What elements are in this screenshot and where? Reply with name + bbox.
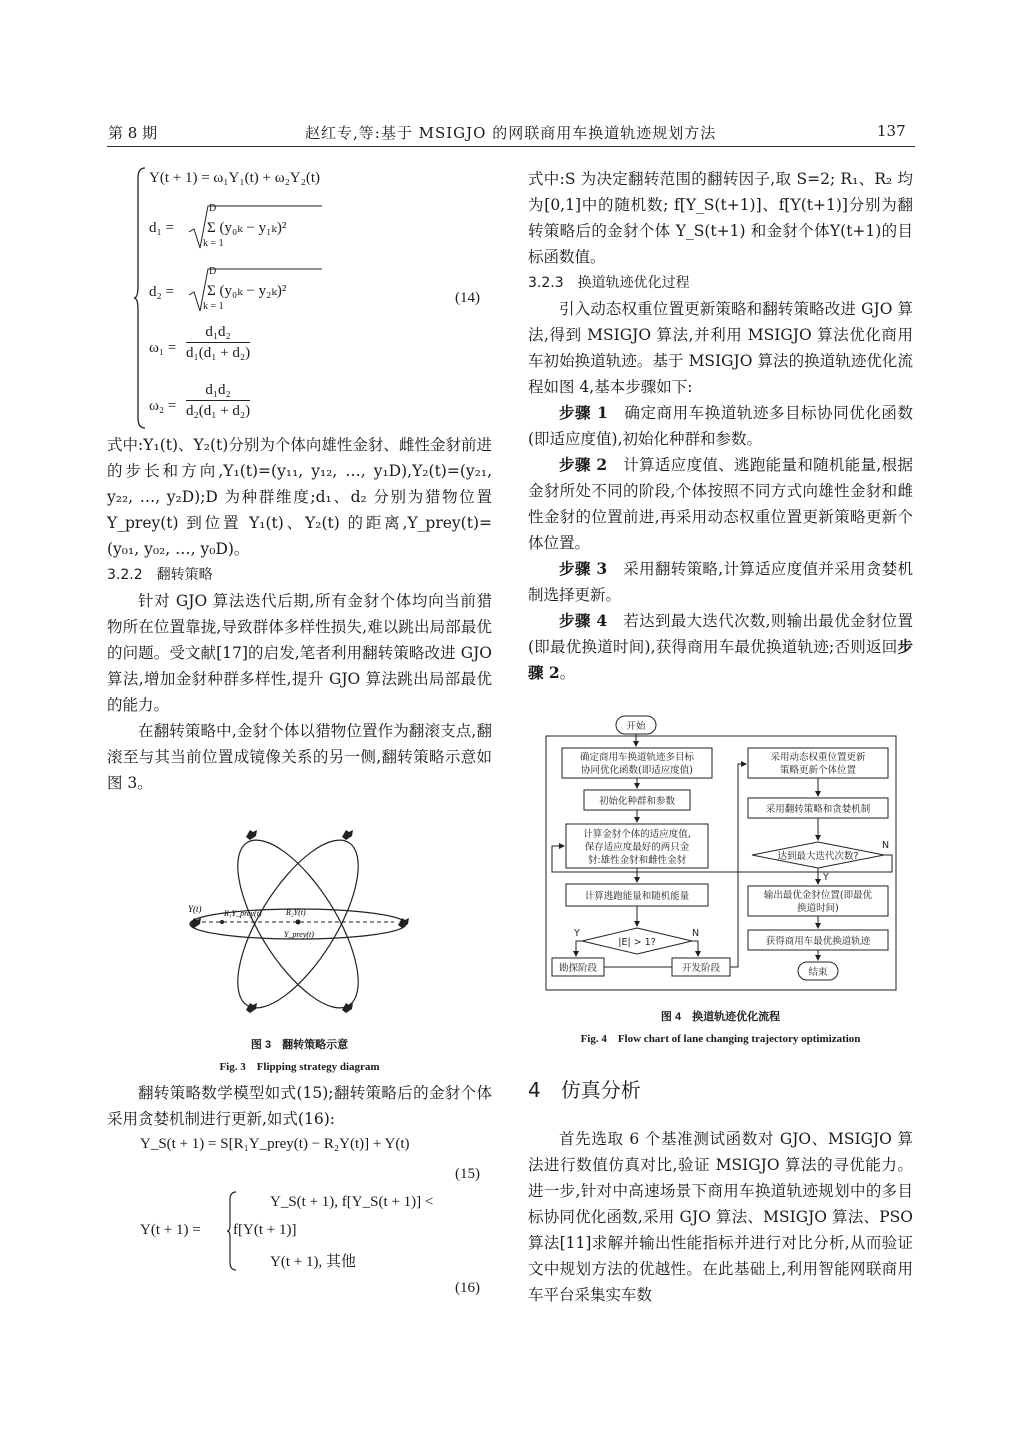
eq14-w1-frac bbox=[186, 322, 250, 363]
w2-numerator: d₁d₂ bbox=[186, 380, 250, 401]
eq16-case1b: f[Y(t + 1)] bbox=[233, 1222, 297, 1238]
equation-16-tag: (16) bbox=[455, 1280, 480, 1296]
fc-b2: 初始化种群和参数 bbox=[598, 796, 676, 807]
section-4-heading: 4 仿真分析 bbox=[528, 1078, 641, 1102]
left-brace bbox=[133, 166, 147, 430]
label-r2yt: R₂Y(t) bbox=[286, 908, 306, 917]
fc-n2: N bbox=[882, 840, 890, 851]
step-2-label: 步骤 2 bbox=[559, 455, 608, 474]
header-rule bbox=[107, 146, 915, 147]
step-4-text: 若达到最大迭代次数,则输出最优金豺位置(即最优换道时间),获得商用车最优换道轨迹;否则返回 bbox=[528, 612, 913, 656]
equation-15-tag: (15) bbox=[455, 1166, 480, 1182]
equation-16-lhs: Y(t + 1) = bbox=[140, 1222, 201, 1238]
eq14-w2-lhs: ω₂ = bbox=[149, 398, 177, 414]
right-column-top bbox=[528, 166, 913, 686]
eq16-case1a: Y_S(t + 1), f[Y_S(t + 1)] < bbox=[270, 1194, 434, 1210]
figure-4-caption-en: Fig. 4 Flow chart of lane changing trajectory optimization bbox=[580, 1033, 861, 1045]
sum1-bot: k = 1 bbox=[203, 238, 224, 249]
eq14-d2-body: Σ (y₀ₖ − y₂ₖ)² bbox=[207, 283, 287, 299]
fc-b3c: 豺:雄性金豺和雌性金豺 bbox=[587, 855, 687, 866]
figure-4-flowchart bbox=[540, 712, 902, 994]
equation-15: Y_S(t + 1) = S[R₁Y_prey(t) − R₂Y(t)] + Y(t) bbox=[140, 1136, 410, 1152]
eq14-d1-lhs: d₁ = bbox=[149, 220, 174, 236]
figure-3-caption-cn: 图 3 翻转策略示意 bbox=[250, 1039, 349, 1051]
section-3-2-2: 3.2.2 翻转策略 bbox=[107, 567, 213, 583]
eq16-case2: Y(t + 1), 其他 bbox=[270, 1254, 356, 1270]
w1-numerator: d₁d₂ bbox=[186, 322, 250, 343]
prey-point bbox=[296, 920, 301, 925]
figure-3-diagram bbox=[180, 815, 415, 1025]
jackal-icon-top-left bbox=[246, 830, 257, 840]
section-3-2-3: 3.2.3 换道轨迹优化过程 bbox=[528, 275, 690, 291]
fc-b3b: 保存适应度最好的两只金 bbox=[584, 842, 690, 853]
step-3-label: 步骤 3 bbox=[559, 559, 608, 578]
fc-y1: Y bbox=[574, 928, 580, 939]
label-r1yprey: R₁Y_prey(t) bbox=[224, 909, 262, 918]
step-1-text: 确定商用车换道轨迹多目标协同优化函数(即适应度值),初始化种群和参数。 bbox=[528, 404, 913, 448]
running-title: 赵红专,等:基于 MSIGJO 的网联商用车换道轨迹规划方法 bbox=[305, 124, 717, 142]
fc-d2: 达到最大迭代次数? bbox=[777, 851, 859, 862]
paragraph-msigjo-intro: 引入动态权重位置更新策略和翻转策略改进 GJO 算法,得到 MSIGJO 算法,并利用 MSIGJO 算法优化商用车初始换道轨迹。基于 MSIGJO 算法的换道轨迹优化流程如图 4,基本步骤如下: bbox=[528, 300, 913, 396]
step-2 bbox=[528, 452, 913, 556]
step-3 bbox=[528, 556, 913, 608]
fc-b1b: 协同优化函数(即适应度值) bbox=[581, 765, 693, 776]
left-column-bottom bbox=[107, 1080, 492, 1132]
paragraph-flip-description: 在翻转策略中,金豺个体以猎物位置作为翻滚支点,翻滚至与其当前位置成镜像关系的另一侧,翻转策略示意如图 3。 bbox=[107, 722, 492, 792]
step-1 bbox=[528, 400, 913, 452]
paragraph-flip-motivation: 针对 GJO 算法迭代后期,所有金豺个体均向当前猎物所在位置靠拢,导致群体多样性损失,难以跳出局部最优的问题。受文献[17]的启发,笔者利用翻转策略改进 GJO 算法,增加金豺种群多样性,提升 GJO 算法跳出局部最优的能力。 bbox=[107, 592, 492, 714]
fc-r1a: 采用动态权重位置更新 bbox=[770, 752, 866, 763]
sum2-bot: k = 1 bbox=[203, 301, 224, 312]
fc-r2: 采用翻转策略和贪婪机制 bbox=[765, 804, 871, 815]
page-number: 137 bbox=[877, 122, 906, 140]
w1-denominator: d₁(d₁ + d₂) bbox=[186, 345, 251, 361]
jackal-icon-bottom-left bbox=[246, 1003, 257, 1013]
label-yt: Y(t) bbox=[188, 904, 202, 914]
left-column-top bbox=[107, 432, 492, 796]
figure-4-caption-cn: 图 4 换道轨迹优化流程 bbox=[660, 1011, 781, 1023]
fc-explore: 勘探阶段 bbox=[558, 963, 598, 974]
step-2-text: 计算适应度值、逃跑能量和随机能量,根据金豺所处不同的阶段,个体按照不同方式向雄性金豺和雌性金豺的位置前进,再采用动态权重位置更新策略更新个体位置。 bbox=[528, 456, 913, 552]
label-yprey: Y_prey(t) bbox=[284, 930, 314, 939]
right-column-bottom bbox=[528, 1126, 913, 1308]
eq14-tag: (14) bbox=[455, 290, 480, 306]
fc-b3a: 计算金豺个体的适应度值, bbox=[583, 829, 691, 840]
eq14-line1: Y(t + 1) = ω₁Y₁(t) + ω₂Y₂(t) bbox=[149, 170, 321, 186]
eq14-d2-lhs: d₂ = bbox=[149, 284, 174, 300]
fc-r3a: 输出最优金豺位置(即最优 bbox=[763, 890, 873, 901]
figure-3-caption-en: Fig. 3 Flipping strategy diagram bbox=[219, 1061, 380, 1073]
paragraph-flip-model: 翻转策略数学模型如式(15);翻转策略后的金豺个体采用贪婪机制进行更新,如式(16): bbox=[107, 1084, 492, 1128]
fc-start-text: 开始 bbox=[626, 721, 646, 732]
fc-b4: 计算逃跑能量和随机能量 bbox=[584, 891, 690, 902]
jackal-icon-bottom-right bbox=[342, 1003, 353, 1013]
step-4-end: 。 bbox=[559, 664, 576, 682]
step-4-ref: 步骤 2 bbox=[528, 637, 913, 682]
fc-r3b: 换道时间) bbox=[797, 903, 839, 914]
fc-b1a: 确定商用车换道轨迹多目标 bbox=[579, 752, 695, 763]
fc-y2: Y bbox=[823, 872, 829, 883]
step-3-text: 采用翻转策略,计算适应度值并采用贪婪机制选择更新。 bbox=[528, 560, 913, 604]
fc-end-text: 结束 bbox=[808, 967, 828, 978]
step-4 bbox=[528, 608, 913, 686]
fc-d1: |E| > 1? bbox=[618, 937, 656, 948]
sum2-top: D bbox=[209, 266, 217, 277]
jackal-icon-right bbox=[398, 918, 409, 928]
fc-r1b: 策略更新个体位置 bbox=[779, 765, 857, 776]
step-1-label: 步骤 1 bbox=[559, 403, 608, 422]
paragraph-simulation: 首先选取 6 个基准测试函数对 GJO、MSIGJO 算法进行数值仿真对比,验证 MSIGJO 算法的寻优能力。进一步,针对中高速场景下商用车换道轨迹规划中的多目标协同优化函数,采用 GJO 算法、MSIGJO 算法、PSO 算法[11]求解并输出性能指标并进行对比分析,从而验证文中规划方法的优越性。在此基础上,利用智能网联商用车平台采集实车数 bbox=[528, 1130, 913, 1304]
fc-exploit: 开发阶段 bbox=[681, 963, 721, 974]
yt-point bbox=[220, 920, 224, 924]
sum1-top: D bbox=[209, 203, 217, 214]
paragraph-flip-params: 式中:S 为决定翻转范围的翻转因子,取 S=2; R₁、R₂ 均为[0,1]中的随机数; f[Y_S(t+1)]、f[Y(t+1)]分别为翻转策略后的金豺个体 Y_S(t+1) 和金豺个体Y(t+1)的目标函数值。 bbox=[528, 170, 913, 266]
fc-n1: N bbox=[692, 928, 700, 939]
issue-label: 第 8 期 bbox=[108, 124, 158, 142]
jackal-icon-top-right bbox=[342, 830, 353, 840]
eq14-d1-body: Σ (y₀ₖ − y₁ₖ)² bbox=[207, 220, 287, 236]
step-4-label: 步骤 4 bbox=[559, 611, 608, 630]
fc-r4: 获得商用车最优换道轨迹 bbox=[765, 936, 871, 947]
w2-denominator: d₂(d₁ + d₂) bbox=[186, 403, 251, 419]
paragraph-variables: 式中:Y₁(t)、Y₂(t)分别为个体向雄性金豺、雌性金豺前进的步长和方向,Y₁(t)=(y₁₁, y₁₂, …, y₁D),Y₂(t)=(y₂₁, y₂₂, …, y₂D);D 为种群维度;d₁、d₂ 分别为猎物位置 Y_prey(t) 到位置 Y₁(t)、Y₂(t) 的距离,Y_prey(t)=(y₀₁, y₀₂, …, y₀D)。 bbox=[107, 436, 492, 558]
eq14-w2-frac bbox=[186, 380, 250, 421]
eq14-w1-lhs: ω₁ = bbox=[149, 340, 177, 356]
